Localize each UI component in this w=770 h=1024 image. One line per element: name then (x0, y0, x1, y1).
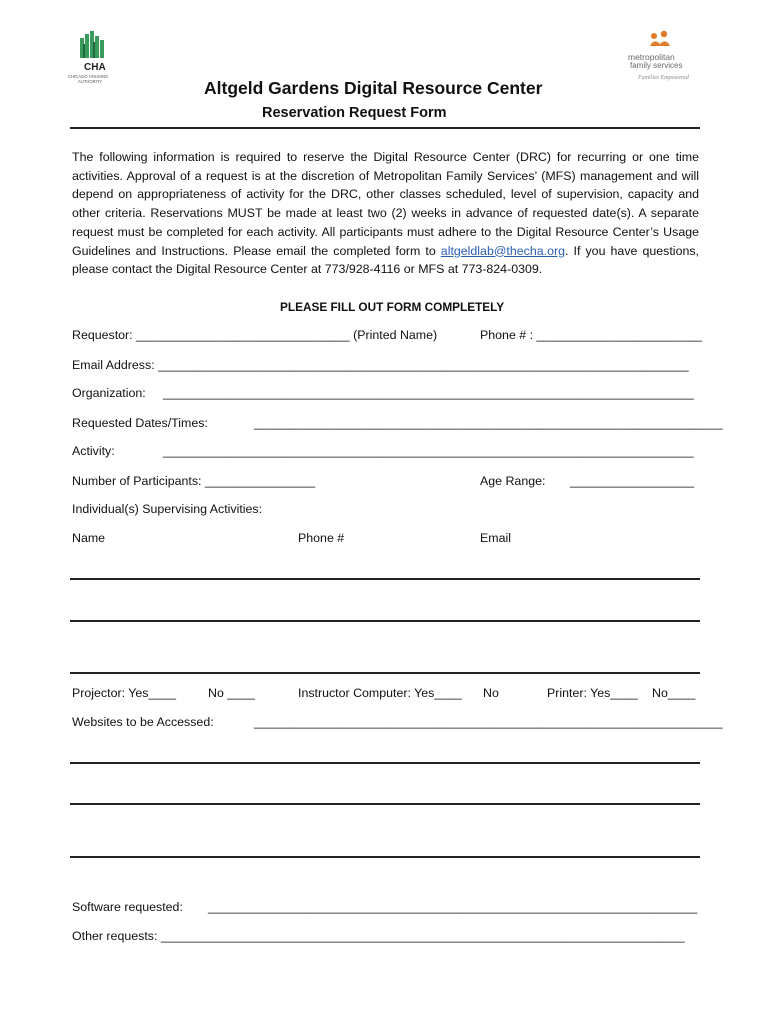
activity-label: Activity: (72, 444, 115, 458)
form-heading: PLEASE FILL OUT FORM COMPLETELY (280, 300, 505, 314)
websites-field[interactable]: ____________________________________________________________________ (254, 715, 723, 729)
page-title: Altgeld Gardens Digital Resource Center (204, 78, 543, 98)
cha-logo (66, 30, 126, 90)
activity-field[interactable]: _____________________________________________________________________________ (163, 444, 694, 458)
mfs-logo (624, 30, 696, 84)
email-link[interactable]: altgeldlab@thecha.org (440, 243, 565, 258)
intro-paragraph (72, 148, 699, 279)
column-phone: Phone # (298, 531, 345, 545)
intro-text-2: . If you have questions, please contact the Digital Resource Center at 773/928-4116 or MFS at 773-824-0309. (72, 243, 699, 277)
websites-line-2[interactable] (70, 803, 700, 805)
projector-field[interactable]: Projector: Yes____ (72, 686, 177, 700)
mfs-logo-tagline: Families Empowered (638, 75, 689, 81)
software-field[interactable]: _______________________________________________________________________ (208, 900, 698, 914)
mfs-logo-text-2: family services (630, 61, 683, 70)
cha-logo-text: CHA (84, 62, 106, 73)
websites-line-1[interactable] (70, 762, 700, 764)
email-address-field[interactable]: Email Address: _____________________________________________________________________________ (72, 358, 689, 372)
age-range-field[interactable]: __________________ (570, 474, 695, 488)
column-email: Email (480, 531, 511, 545)
printer-no-field[interactable]: No____ (652, 686, 696, 700)
organization-label: Organization: (72, 386, 146, 400)
requestor-field[interactable]: Requestor: _______________________________ (Printed Name) (72, 328, 438, 342)
dates-field[interactable]: ____________________________________________________________________ (254, 416, 723, 430)
printer-field[interactable]: Printer: Yes____ (547, 686, 638, 700)
organization-field[interactable]: _____________________________________________________________________________ (163, 386, 694, 400)
dates-label: Requested Dates/Times: (72, 416, 208, 430)
projector-no-field[interactable]: No ____ (208, 686, 255, 700)
supervisor-line-2[interactable] (70, 620, 700, 622)
title-divider (70, 127, 700, 129)
supervisor-line-3[interactable] (70, 672, 700, 674)
software-label: Software requested: (72, 900, 183, 914)
mfs-logo-text-1: metropolitan (628, 52, 675, 62)
column-name: Name (72, 531, 106, 545)
age-range-label: Age Range: (480, 474, 546, 488)
cha-logo-subtext-2: AUTHORITY (78, 79, 103, 84)
websites-line-3[interactable] (70, 856, 700, 858)
intro-text-1: The following information is required to reserve the Digital Resource Center (DRC) for recurring or one time activities. Approval of a request is at the discretion of Metropolitan Family Services’ (MFS) management and will depend on appropriateness of activity for the DRC, other classes scheduled, level of supervision, capacity and other criteria. Reservations MUST be made at least two (2) weeks in advance of requested date(s). A separate request must be completed for each activity. All participants must adhere to the Digital Resource Center’s Usage Guidelines and Instructions. Please email the completed form to (72, 150, 699, 258)
page-subtitle: Reservation Request Form (262, 105, 447, 121)
supervisor-line-1[interactable] (70, 578, 700, 580)
participants-field[interactable]: Number of Participants: ________________ (72, 474, 316, 488)
supervising-label: Individual(s) Supervising Activities: (72, 502, 263, 516)
instructor-computer-field[interactable]: Instructor Computer: Yes____ (298, 686, 462, 700)
instructor-computer-no-field[interactable]: No (483, 686, 499, 700)
phone-field[interactable]: Phone # : ________________________ (480, 328, 702, 342)
other-requests-field[interactable]: Other requests: ____________________________________________________________________________ (72, 929, 685, 943)
cha-logo-subtext-1: CHICAGO HOUSING (68, 74, 109, 79)
websites-label: Websites to be Accessed: (72, 715, 214, 729)
